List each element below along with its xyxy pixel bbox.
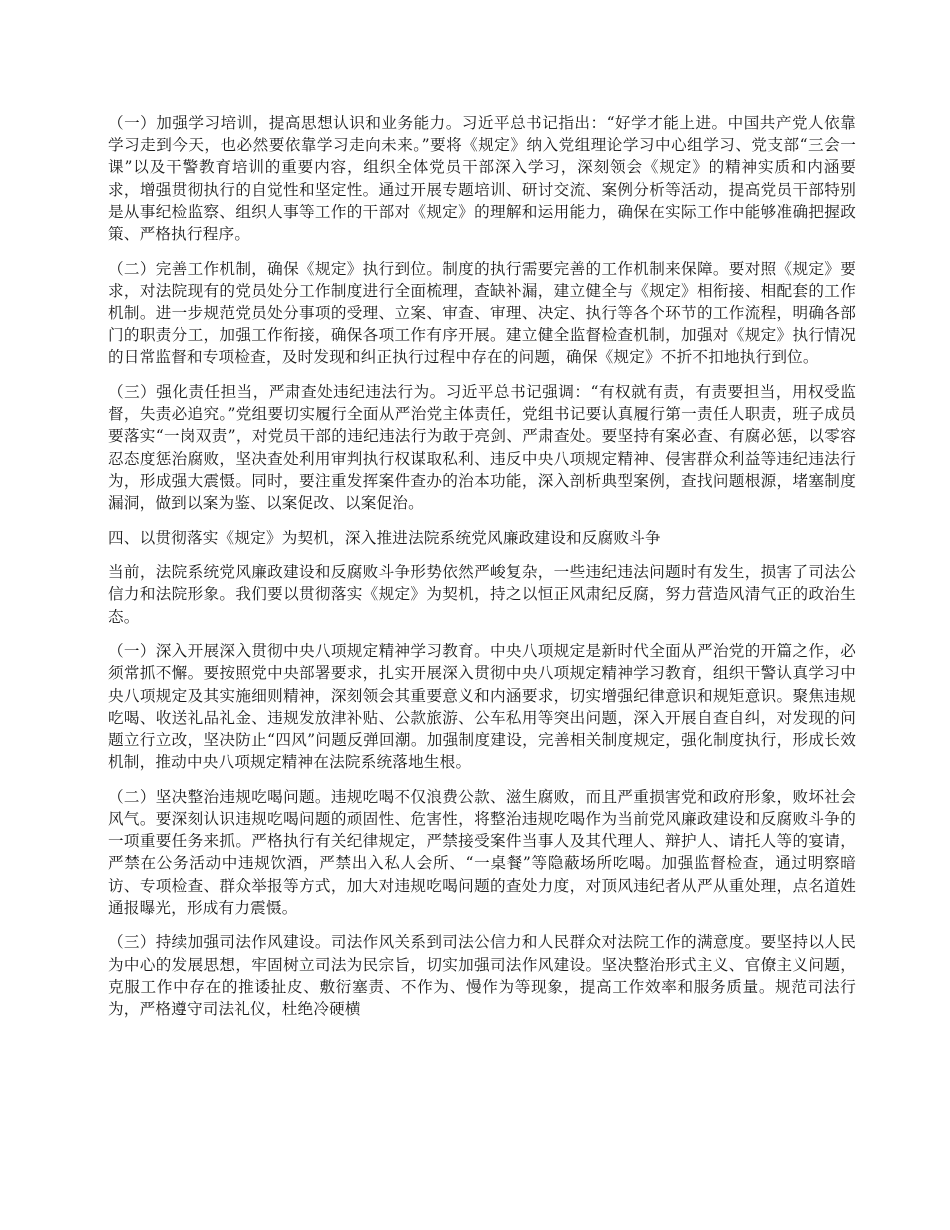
paragraph-strengthen-study: （一）加强学习培训，提高思想认识和业务能力。习近平总书记指出：“好学才能上进。中国共产党人依靠学习走到今天，也必然要依靠学习走向未来。”要将《规定》纳入党组理论学习中心组学习、党支部“三会一课”以及干警教育培训的重要内容，组织全体党员干部深入学习，深刻领会《规定》的精神实质和内涵要求，增强贯彻执行的自觉性和坚定性。通过开展专题培训、研讨交流、案例分析等活动，提高党员干部特别是从事纪检监察、组织人事等工作的干部对《规定》的理解和运用能力，确保在实际工作中能够准确把握政策、严格执行程序。 (108, 114, 856, 244)
paragraph-eight-rules-education: （一）深入开展深入贯彻中央八项规定精神学习教育。中央八项规定是新时代全面从严治党的开篇之作，必须常抓不懈。要按照党中央部署要求，扎实开展深入贯彻中央八项规定精神学习教育，组织干警认真学习中央八项规定及其实施细则精神，深刻领会其重要意义和内涵要求，切实增强纪律意识和规矩意识。聚焦违规吃喝、收送礼品礼金、违规发放津补贴、公款旅游、公车私用等突出问题，深入开展自查自纠，对发现的问题立行立改，坚决防止“四风”问题反弹回潮。加强制度建设，完善相关制度规定，强化制度执行，形成长效机制，推动中央八项规定精神在法院系统落地生根。 (108, 642, 856, 772)
paragraph-current-situation: 当前，法院系统党风廉政建设和反腐败斗争形势依然严峻复杂，一些违纪违法问题时有发生，损害了司法公信力和法院形象。我们要以贯彻落实《规定》为契机，持之以恒正风肃纪反腐，努力营造风清气正的政治生态。 (108, 563, 856, 626)
paragraph-judicial-style: （三）持续加强司法作风建设。司法作风关系到司法公信力和人民群众对法院工作的满意度。要坚持以人民为中心的发展思想，牢固树立司法为民宗旨，切实加强司法作风建设。坚决整治形式主义、官僚主义问题，克服工作中存在的推诿扯皮、敷衍塞责、不作为、慢作为等现象，提高工作效率和服务质量。规范司法行为，严格遵守司法礼仪，杜绝冷硬横 (108, 933, 856, 1019)
paragraph-improve-mechanism: （二）完善工作机制，确保《规定》执行到位。制度的执行需要完善的工作机制来保障。要对照《规定》要求，对法院现有的党员处分工作制度进行全面梳理，查缺补漏，建立健全与《规定》相衔接、相配套的工作机制。进一步规范党员处分事项的受理、立案、审查、审理、决定、执行等各个环节的工作流程，明确各部门的职责分工，加强工作衔接，确保各项工作有序开展。建立健全监督检查机制，加强对《规定》执行情况的日常监督和专项检查，及时发现和纠正执行过程中存在的问题，确保《规定》不折不扣地执行到位。 (108, 259, 856, 367)
paragraph-illegal-dining: （二）坚决整治违规吃喝问题。违规吃喝不仅浪费公款、滋生腐败，而且严重损害党和政府形象，败坏社会风气。要深刻认识违规吃喝问题的顽固性、危害性，将整治违规吃喝作为当前党风廉政建设和反腐败斗争的一项重要任务来抓。严格执行有关纪律规定，严禁接受案件当事人及其代理人、辩护人、请托人等的宴请，严禁在公务活动中违规饮酒，严禁出入私人会所、“一桌餐”等隐蔽场所吃喝。加强监督检查，通过明察暗访、专项检查、群众举报等方式，加大对违规吃喝问题的查处力度，对顶风违纪者从严从重处理，点名道姓通报曝光，形成有力震慑。 (108, 787, 856, 917)
paragraph-strengthen-responsibility: （三）强化责任担当，严肃查处违纪违法行为。习近平总书记强调：“有权就有责，有责要担当，用权受监督，失责必追究。”党组要切实履行全面从严治党主体责任，党组书记要认真履行第一责任人职责，班子成员要落实“一岗双责”，对党员干部的违纪违法行为敢于亮剑、严肃查处。要坚持有案必查、有腐必惩，以零容忍态度惩治腐败，坚决查处利用审判执行权谋取私利、违反中央八项规定精神、侵害群众利益等违纪违法行为，形成强大震慑。同时，要注重发挥案件查办的治本功能，深入剖析典型案例，查找问题根源，堵塞制度漏洞，做到以案为鉴、以案促改、以案促治。 (108, 383, 856, 513)
document-page (108, 112, 856, 1033)
section-heading-four: 四、以贯彻落实《规定》为契机，深入推进法院系统党风廉政建设和反腐败斗争 (108, 528, 661, 547)
